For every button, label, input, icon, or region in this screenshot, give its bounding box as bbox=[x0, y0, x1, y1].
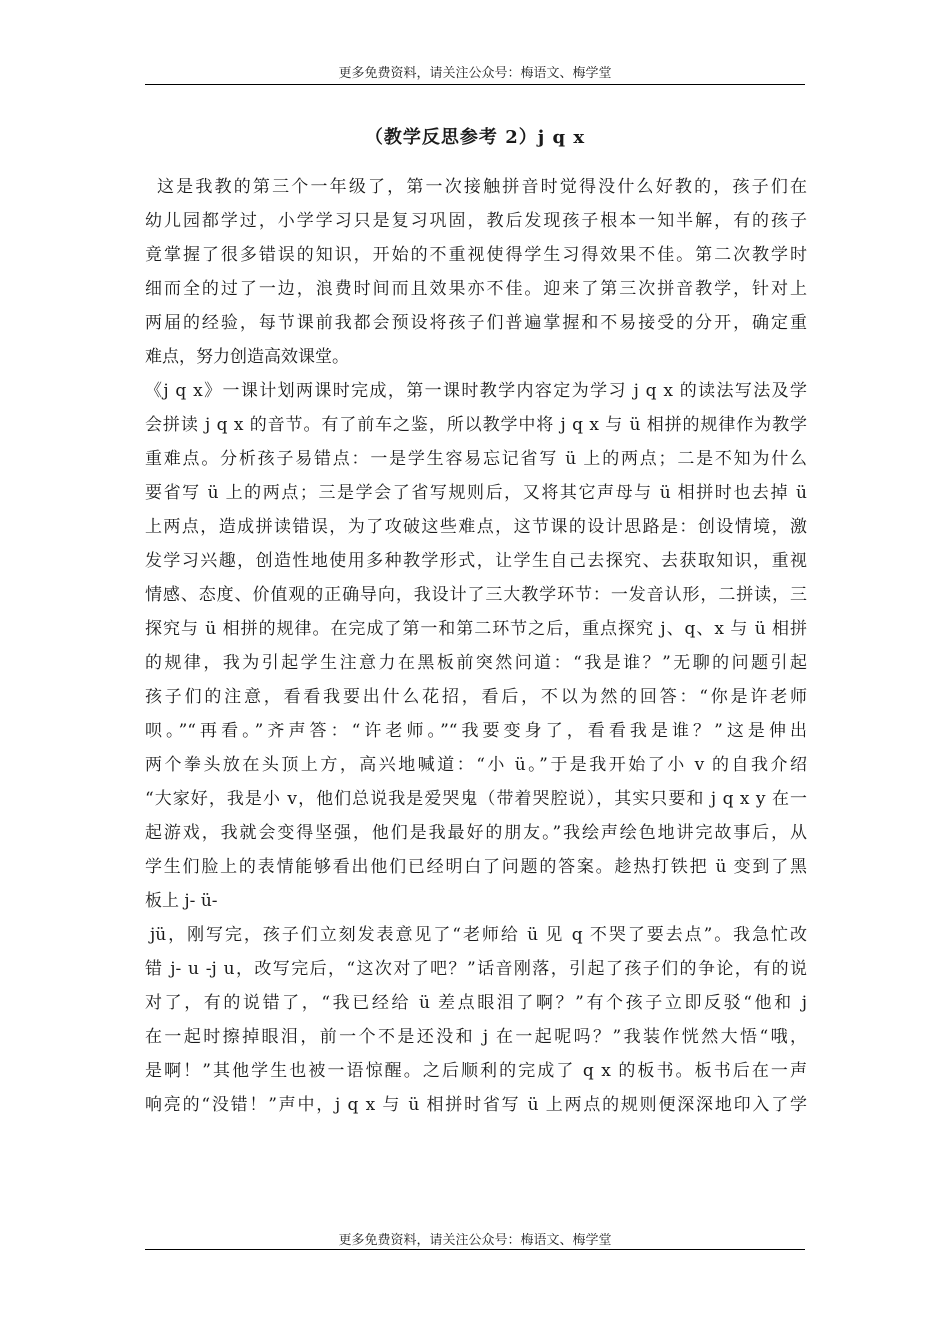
body-line-28: 响亮的“没错！”声中，j q x 与 ü 相拼时省写 ü 上两点的规则便深深地印入了学 bbox=[145, 1095, 807, 1115]
body-line-4: 细而全的过了一边，浪费时间而且效果亦不佳。迎来了第三次拼音教学，针对上 bbox=[145, 279, 807, 299]
body-line-22: 板上 j- ü- bbox=[145, 891, 218, 911]
body-line-17: 呗。”“再看。”齐声答：“许老师。”“我要变身了，看看我是谁？”这是伸出 bbox=[145, 721, 807, 741]
document-body bbox=[145, 170, 807, 1122]
body-line-2: 幼儿园都学过，小学学习只是复习巩固，教后发现孩子根本一知半解，有的孩子 bbox=[145, 211, 807, 231]
body-line-1: 这是我教的第三个一年级了，第一次接触拼音时觉得没什么好教的，孩子们在 bbox=[157, 177, 807, 197]
body-line-12: 发学习兴趣，创造性地使用多种教学形式，让学生自己去探究、去获取知识，重视 bbox=[145, 551, 807, 571]
body-line-8: 会拼读 j q x 的音节。有了前车之鉴，所以教学中将 j q x 与 ü 相拼的规律作为教学 bbox=[145, 415, 807, 435]
body-line-16: 孩子们的注意，看看我要出什么花招，看后，不以为然的回答：“你是许老师 bbox=[145, 687, 807, 707]
body-line-20: 起游戏，我就会变得坚强，他们是我最好的朋友。”我绘声绘色地讲完故事后，从 bbox=[145, 823, 807, 843]
body-line-23: jü，刚写完，孩子们立刻发表意见了“老师给 ü 见 q 不哭了要去点”。我急忙改 bbox=[150, 925, 807, 945]
body-line-18: 两个拳头放在头顶上方，高兴地喊道：“小 ü。”于是我开始了小 v 的自我介绍 bbox=[145, 755, 807, 775]
body-line-13: 情感、态度、价值观的正确导向，我设计了三大教学环节：一发音认形，二拼读，三 bbox=[145, 585, 807, 605]
body-line-26: 在一起时擦掉眼泪，前一个不是还没和 j 在一起呢吗？”我装作恍然大悟“哦， bbox=[145, 1027, 807, 1047]
body-line-9: 重难点。分析孩子易错点：一是学生容易忘记省写 ü 上的两点；二是不知为什么 bbox=[145, 449, 807, 469]
body-line-6: 难点，努力创造高效课堂。 bbox=[145, 347, 349, 367]
body-line-10: 要省写 ü 上的两点；三是学会了省写规则后，又将其它声母与 ü 相拼时也去掉 ü bbox=[145, 483, 807, 503]
body-line-25: 对了，有的说错了，“我已经给 ü 差点眼泪了啊？”有个孩子立即反驳“他和 j bbox=[145, 993, 807, 1013]
body-line-5: 两届的经验，每节课前我都会预设将孩子们普遍掌握和不易接受的分开，确定重 bbox=[145, 313, 807, 333]
body-line-21: 学生们脸上的表情能够看出他们已经明白了问题的答案。趁热打铁把 ü 变到了黑 bbox=[145, 857, 807, 877]
body-line-14: 探究与 ü 相拼的规律。在完成了第一和第二环节之后，重点探究 j、q、x 与 ü 相拼 bbox=[145, 619, 807, 639]
page-header: 更多免费资料，请关注公众号：梅语文、梅学堂 bbox=[338, 66, 612, 81]
body-line-27: 是啊！”其他学生也被一语惊醒。之后顺利的完成了 q x 的板书。板书后在一声 bbox=[145, 1061, 807, 1081]
document-title: （教学反思参考 2）j q x bbox=[364, 127, 586, 148]
header-divider bbox=[145, 84, 805, 85]
page-footer: 更多免费资料，请关注公众号：梅语文、梅学堂 bbox=[338, 1233, 612, 1248]
body-line-24: 错 j- u -j u，改写完后，“这次对了吧？”话音刚落，引起了孩子们的争论，有的说 bbox=[145, 959, 807, 979]
footer-divider bbox=[145, 1249, 805, 1250]
body-line-19: “大家好，我是小 v，他们总说我是爱哭鬼（带着哭腔说），其实只要和 j q x y 在一 bbox=[145, 789, 807, 809]
body-line-11: 上两点，造成拼读错误，为了攻破这些难点，这节课的设计思路是：创设情境，激 bbox=[145, 517, 807, 537]
body-line-7: 《j q x》一课计划两课时完成，第一课时教学内容定为学习 j q x 的读法写法及学 bbox=[145, 381, 807, 401]
body-line-3: 竟掌握了很多错误的知识，开始的不重视使得学生习得效果不佳。第二次教学时 bbox=[145, 245, 807, 265]
body-line-15: 的规律，我为引起学生注意力在黑板前突然问道：“我是谁？”无聊的问题引起 bbox=[145, 653, 807, 673]
